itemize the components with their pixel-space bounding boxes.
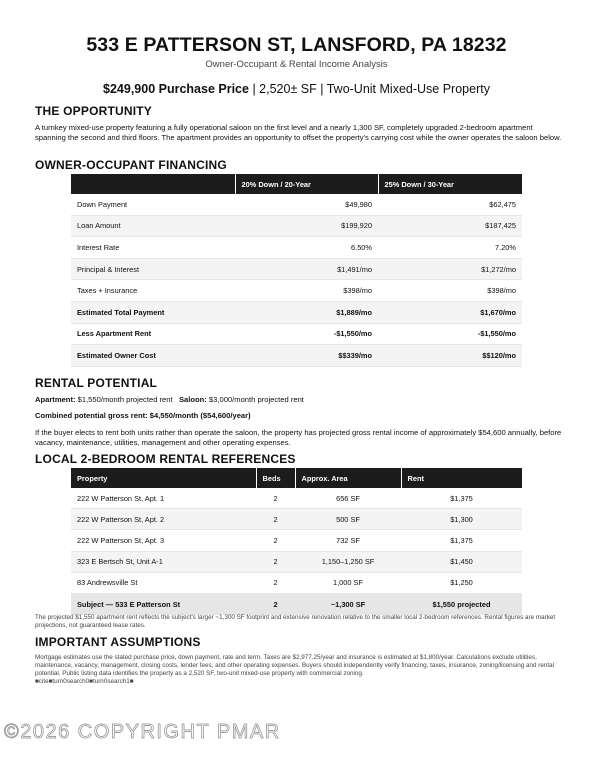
rental-units-line xyxy=(35,395,563,405)
table-row xyxy=(71,258,522,280)
beds-cell: 2 xyxy=(256,572,295,593)
table-row xyxy=(71,237,522,259)
opportunity-text: A turnkey mixed-use property featuring a fully operational saloon on the first level and a nearly 1,300 SF, completely upgraded 2-bedroom apartment spanning the second and third floors. The apartment provides an opportunity to offset the property's carrying cost while the owner operates the saloon below. xyxy=(35,123,562,143)
row-label: Estimated Owner Cost xyxy=(71,345,235,367)
property-cell: Subject — 533 E Patterson St xyxy=(71,593,256,614)
subject-row xyxy=(71,593,522,614)
property-cell: 222 W Patterson St, Apt. 1 xyxy=(71,488,256,509)
table-cell: $1,272/mo xyxy=(378,258,522,280)
purchase-price: $249,900 Purchase Price xyxy=(103,82,249,96)
financing-heading: OWNER-OCCUPANT FINANCING xyxy=(35,158,227,172)
financing-table xyxy=(71,174,522,367)
beds-cell: 2 xyxy=(256,488,295,509)
rent-cell: $1,300 xyxy=(401,509,522,530)
property-cell: 222 W Patterson St, Apt. 2 xyxy=(71,509,256,530)
rent-cell: $1,375 xyxy=(401,488,522,509)
apartment-rent: $1,550/month projected rent xyxy=(75,395,173,404)
rent-cell: $1,550 projected xyxy=(401,593,522,614)
rent-cell: $1,450 xyxy=(401,551,522,572)
table-cell: $$339/mo xyxy=(235,345,378,367)
row-label: Less Apartment Rent xyxy=(71,323,235,345)
table-row xyxy=(71,551,522,572)
table-cell: $$120/mo xyxy=(378,345,522,367)
copyright-watermark: ©2026 COPYRIGHT PMAR xyxy=(4,721,281,743)
apartment-label: Apartment: xyxy=(35,395,76,404)
table-row xyxy=(71,345,522,367)
table-row xyxy=(71,280,522,302)
table-row xyxy=(71,301,522,323)
assumptions-text: Mortgage estimates use the stated purchase price, down payment, rate and term. Taxes are $2,977.25/year and insurance is estimated at $1,800/year. Calculations exclude utilities, maintenance, vacancy, management, closing costs, lender fees, and other operating expenses. Buyers should independently verify financing, taxes, insurance, zoning/licensing and rental potential. Public listing data identifies the property as a 2,520 SF, two-unit mixed-use property with commercial zoning. xyxy=(35,654,554,678)
rent-cell: $1,375 xyxy=(401,530,522,551)
rental-text: If the buyer elects to rent both units rather than operate the saloon, the property has projected gross rental income of approximately $54,600 annually, before vacancy, maintenance, utilities, management and other operating expenses. xyxy=(35,428,562,448)
beds-cell: 2 xyxy=(256,593,295,614)
price-summary xyxy=(0,82,593,96)
page-title: 533 E PATTERSON ST, LANSFORD, PA 18232 xyxy=(86,34,507,56)
beds-cell: 2 xyxy=(256,530,295,551)
row-label: Down Payment xyxy=(71,194,235,215)
references-heading: LOCAL 2-BEDROOM RENTAL REFERENCES xyxy=(35,452,296,466)
page-subtitle: Owner-Occupant & Rental Income Analysis xyxy=(205,59,388,70)
table-row xyxy=(71,509,522,530)
table-cell: 7.20% xyxy=(378,237,522,259)
table-row xyxy=(71,488,522,509)
row-label: Loan Amount xyxy=(71,215,235,237)
property-summary: | 2,520± SF | Two-Unit Mixed-Use Property xyxy=(248,82,490,96)
area-cell: ~1,300 SF xyxy=(295,593,401,614)
financing-header-row xyxy=(71,174,522,194)
opportunity-heading: THE OPPORTUNITY xyxy=(35,104,153,118)
combined-rent: Combined potential gross rent: $4,550/month ($54,600/year) xyxy=(35,411,251,420)
table-row xyxy=(71,530,522,551)
table-cell: $398/mo xyxy=(235,280,378,302)
table-cell: 6.50% xyxy=(235,237,378,259)
column-header: Rent xyxy=(401,468,522,488)
area-cell: 732 SF xyxy=(295,530,401,551)
column-header: Approx. Area xyxy=(295,468,401,488)
table-cell: $1,491/mo xyxy=(235,258,378,280)
table-cell: $62,475 xyxy=(378,194,522,215)
column-header: 25% Down / 30-Year xyxy=(378,174,522,194)
table-cell: $398/mo xyxy=(378,280,522,302)
column-header: 20% Down / 20-Year xyxy=(235,174,378,194)
column-header: Property xyxy=(71,468,256,488)
property-cell: 83 Andrewsville St xyxy=(71,572,256,593)
rent-cell: $1,250 xyxy=(401,572,522,593)
column-header xyxy=(71,174,235,194)
row-label: Principal & Interest xyxy=(71,258,235,280)
citation-marker: ■cite■turn0search0■turn0search1■ xyxy=(35,678,134,685)
saloon-rent: $3,000/month projected rent xyxy=(206,395,304,404)
table-cell: $187,425 xyxy=(378,215,522,237)
references-note: The projected $1,550 apartment rent reflects the subject's larger ~1,300 SF footprint and extensive renovation relative to the smaller local 2-bedroom references. Rental figures are market projections, not guaranteed lease rates. xyxy=(35,614,556,630)
beds-cell: 2 xyxy=(256,509,295,530)
rental-heading: RENTAL POTENTIAL xyxy=(35,376,158,390)
property-cell: 222 W Patterson St, Apt. 3 xyxy=(71,530,256,551)
rental-references-table xyxy=(71,468,522,615)
table-row xyxy=(71,215,522,237)
table-cell: $49,980 xyxy=(235,194,378,215)
column-header: Beds xyxy=(256,468,295,488)
area-cell: 500 SF xyxy=(295,509,401,530)
assumptions-heading: IMPORTANT ASSUMPTIONS xyxy=(35,635,201,649)
saloon-label: Saloon: xyxy=(178,395,207,404)
property-cell: 323 E Bertsch St, Unit A-1 xyxy=(71,551,256,572)
table-cell: $1,889/mo xyxy=(235,301,378,323)
table-cell: $199,920 xyxy=(235,215,378,237)
table-cell: $1,670/mo xyxy=(378,301,522,323)
table-row xyxy=(71,323,522,345)
area-cell: 1,150–1,250 SF xyxy=(295,551,401,572)
beds-cell: 2 xyxy=(256,551,295,572)
references-header-row xyxy=(71,468,522,488)
row-label: Taxes + Insurance xyxy=(71,280,235,302)
table-row xyxy=(71,194,522,215)
row-label: Interest Rate xyxy=(71,237,235,259)
area-cell: 1,000 SF xyxy=(295,572,401,593)
table-cell: -$1,550/mo xyxy=(378,323,522,345)
table-row xyxy=(71,572,522,593)
row-label: Estimated Total Payment xyxy=(71,301,235,323)
area-cell: 656 SF xyxy=(295,488,401,509)
table-cell: -$1,550/mo xyxy=(235,323,378,345)
